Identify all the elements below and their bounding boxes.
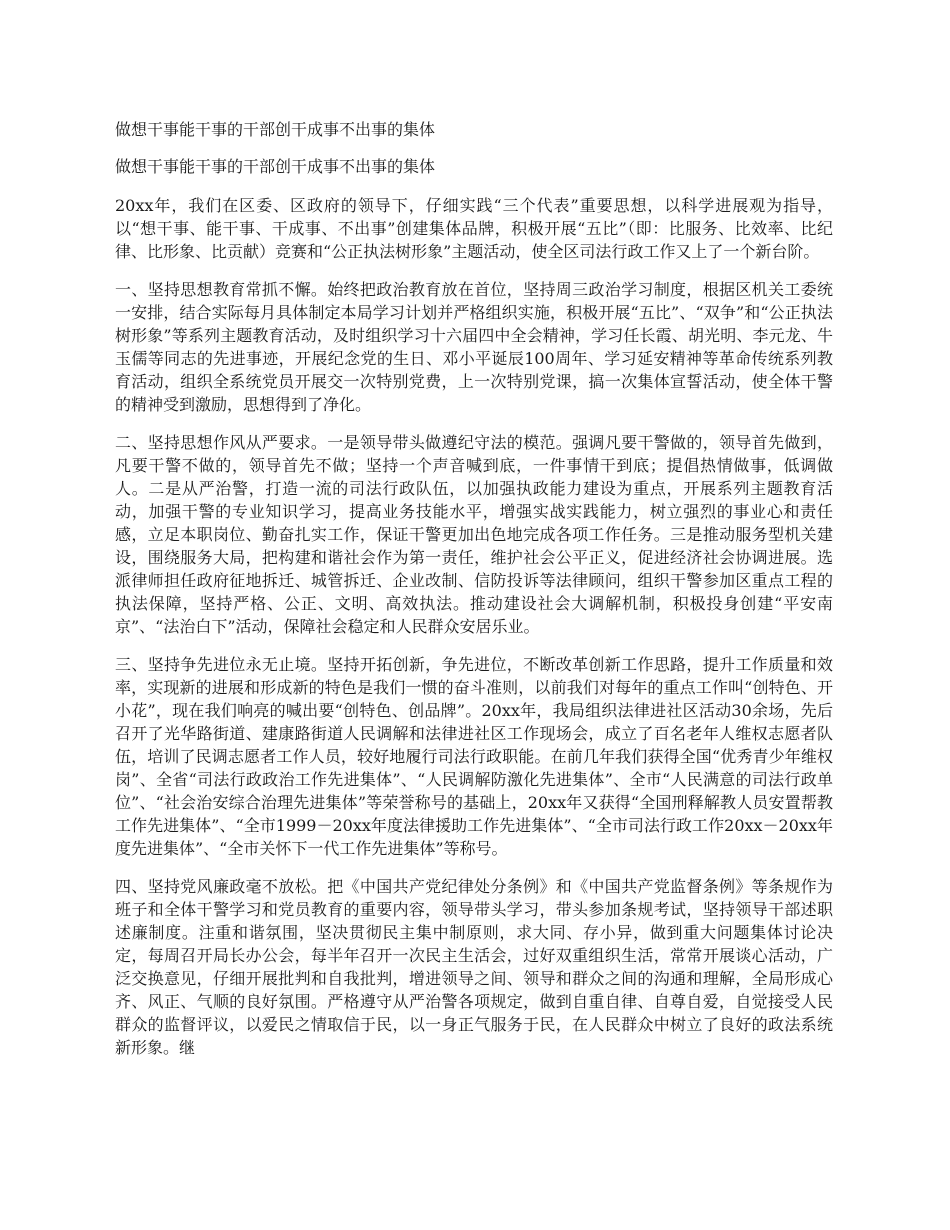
paragraph-section-3: 三、坚持争先进位永无止境。坚持开拓创新，争先进位，不断改革创新工作思路，提升工作质量和效率，实现新的进展和形成新的特色是我们一惯的奋斗准则，以前我们对每年的重点工作叫“创特色、开小花”，现在我们响亮的喊出要“创特色、创品牌”。20xx年，我局组织法律进社区活动30余场，先后召开了光华路街道、建康路街道人民调解和法律进社区工作现场会，成立了百名老年人维权志愿者队伍，培训了民调志愿者工作人员，较好地履行司法行政职能。在前几年我们获得全国“优秀青少年维权岗”、全省“司法行政政治工作先进集体”、“人民调解防激化先进集体”、全市“人民满意的司法行政单位”、“社会治安综合治理先进集体”等荣誉称号的基础上，20xx年又获得“全国刑释解教人员安置帮教工作先进集体”、“全市1999－20xx年度法律援助工作先进集体”、“全市司法行政工作20xx－20xx年度先进集体”、“全市关怀下一代工作先进集体”等称号。 — [115, 655, 833, 858]
paragraph-intro: 20xx年，我们在区委、区政府的领导下，仔细实践“三个代表”重要思想，以科学进展观为指导，以“想干事、能干事、干成事、不出事”创建集体品牌，积极开展“五比”（即：比服务、比效率、比纪律、比形象、比贡献）竞赛和“公正执法树形象”主题活动，使全区司法行政工作又上了一个新台阶。 — [115, 196, 833, 261]
document-page — [115, 118, 833, 1074]
paragraph-section-4: 四、坚持党风廉政毫不放松。把《中国共产党纪律处分条例》和《中国共产党监督条例》等条规作为班子和全体干警学习和党员教育的重要内容，领导带头学习，带头参加条规考试，坚持领导干部述职述廉制度。注重和谐氛围，坚决贯彻民主集中制原则，求大同、存小异，做到重大问题集体讨论决定，每周召开局长办公会，每半年召开一次民主生活会，过好双重组织生活，常常开展谈心活动，广泛交换意见，仔细开展批判和自我批判，增进领导之间、领导和群众之间的沟通和理解，全局形成心齐、风正、气顺的良好氛围。严格遵守从严治警各项规定，做到自重自律、自尊自爱，自觉接受人民群众的监督评议，以爱民之情取信于民，以一身正气服务于民，在人民群众中树立了良好的政法系统新形象。继 — [115, 877, 833, 1057]
paragraph-section-2: 二、坚持思想作风从严要求。一是领导带头做遵纪守法的模范。强调凡要干警做的，领导首先做到，凡要干警不做的，领导首先不做；坚持一个声音喊到底，一件事情干到底；提倡热情做事，低调做人。二是从严治警，打造一流的司法行政队伍，以加强执政能力建设为重点，开展系列主题教育活动，加强干警的专业知识学习，提高业务技能水平，增强实战实践能力，树立强烈的事业心和责任感，立足本职岗位、勤奋扎实工作，保证干警更加出色地完成各项工作任务。三是推动服务型机关建设，围绕服务大局，把构建和谐社会作为第一责任，维护社会公平正义，促进经济社会协调进展。选派律师担任政府征地拆迁、城管拆迁、企业改制、信防投诉等法律顾问，组织干警参加区重点工程的执法保障，坚持严格、公正、文明、高效执法。推动建设社会大调解机制，积极投身创建“平安南京”、“法治白下”活动，保障社会稳定和人民群众安居乐业。 — [115, 433, 833, 636]
paragraph-section-1: 一、坚持思想教育常抓不懈。始终把政治教育放在首位，坚持周三政治学习制度，根据区机关工委统一安排，结合实际每月具体制定本局学习计划并严格组织实施，积极开展“五比”、“双争”和“公正执法树形象”等系列主题教育活动，及时组织学习十六届四中全会精神，学习任长霞、胡光明、李元龙、牛玉儒等同志的先进事迹，开展纪念党的生日、邓小平诞辰100周年、学习延安精神等革命传统系列教育活动，组织全系统党员开展交一次特别党费，上一次特别党课，搞一次集体宣誓活动，使全体干警的精神受到激励，思想得到了净化。 — [115, 280, 833, 414]
document-title: 做想干事能干事的干部创干成事不出事的集体 — [115, 120, 436, 139]
document-subtitle: 做想干事能干事的干部创干成事不出事的集体 — [115, 157, 436, 176]
